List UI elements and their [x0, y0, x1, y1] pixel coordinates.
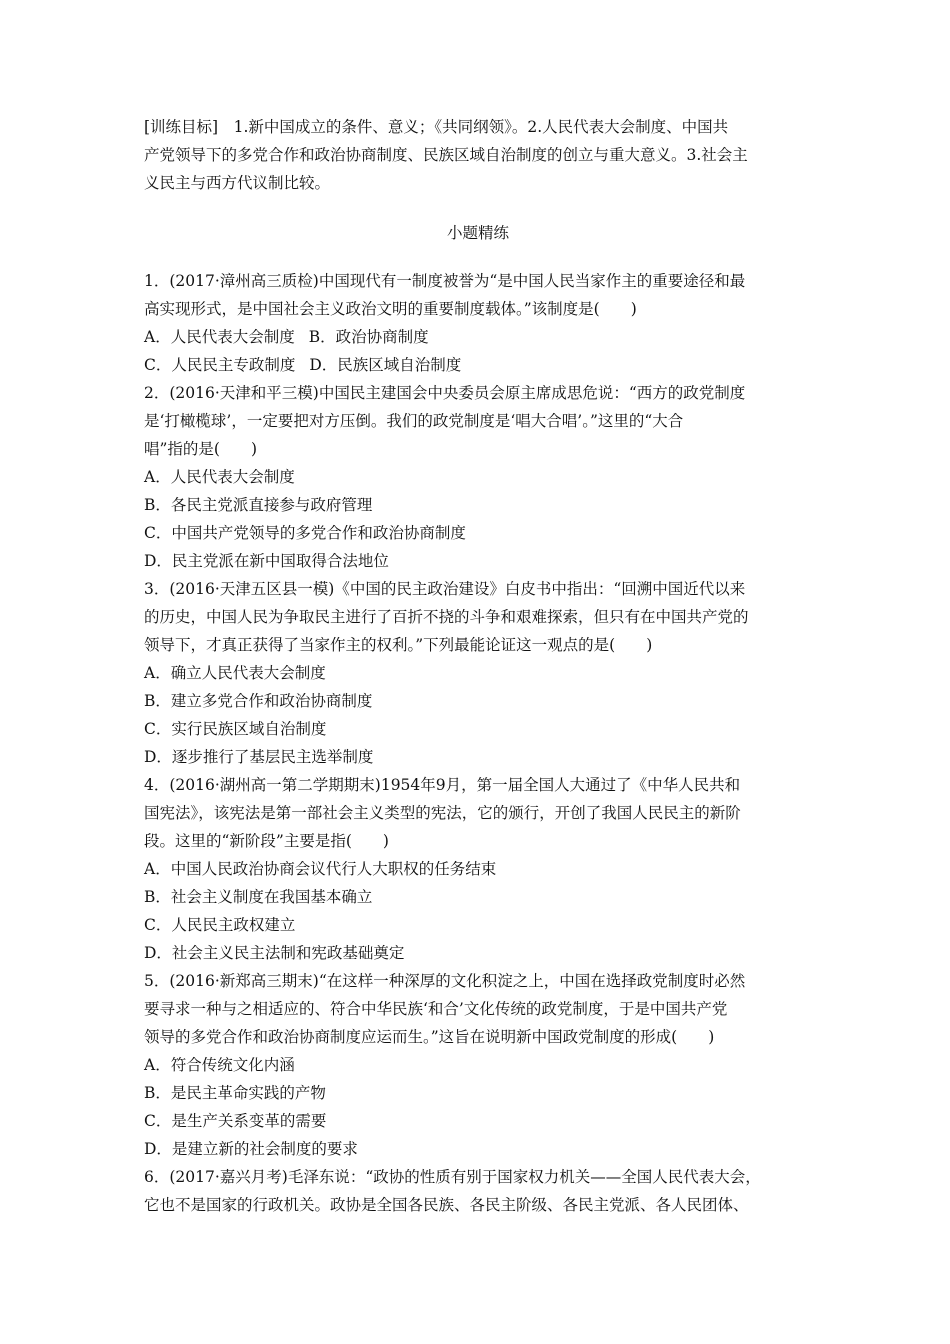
option-d: D．民族区域自治制度 — [309, 356, 462, 374]
question-stem-line: 5．(2016·新郑高三期末)“在这样一种深厚的文化积淀之上，中国在选择政党制度时必然 — [144, 972, 746, 990]
option-b: B．建立多党合作和政治协商制度 — [144, 692, 373, 710]
question-stem-line: 是‘打橄榄球’，一定要把对方压倒。我们的政党制度是‘唱大合唱’。”这里的“大合 — [144, 412, 684, 430]
question-2 — [144, 379, 812, 575]
option-row — [144, 351, 812, 379]
question-stem-line: 6．(2017·嘉兴月考)毛泽东说：“政协的性质有别于国家权力机关——全国人民代表大会， — [144, 1168, 761, 1186]
option-a: A．中国人民政治协商会议代行人大职权的任务结束 — [144, 860, 497, 878]
option-row — [144, 323, 812, 351]
question-stem-line: 2．(2016·天津和平三模)中国民主建国会中央委员会原主席成思危说：“西方的政党制度 — [144, 384, 746, 402]
option-d: D．逐步推行了基层民主选举制度 — [144, 748, 374, 766]
question-stem-line: 领导的多党合作和政治协商制度应运而生。”这旨在说明新中国政党制度的形成( ) — [144, 1028, 715, 1046]
option-b: B．社会主义制度在我国基本确立 — [144, 888, 373, 906]
question-stem-line: 国宪法》，该宪法是第一部社会主义类型的宪法，它的颁行，开创了我国人民民主的新阶 — [144, 804, 741, 822]
objectives-line: [训练目标] 1.新中国成立的条件、意义；《共同纲领》。2.人民代表大会制度、中国共 — [144, 118, 729, 136]
option-a: A．符合传统文化内涵 — [144, 1056, 295, 1074]
option-c: C．人民民主专政制度 — [144, 356, 296, 374]
option-d: D．是建立新的社会制度的要求 — [144, 1140, 358, 1158]
section-title: 小题精练 — [446, 224, 509, 242]
question-stem-line: 高实现形式，是中国社会主义政治文明的重要制度载体。”该制度是( ) — [144, 300, 637, 318]
option-b: B．是民主革命实践的产物 — [144, 1084, 326, 1102]
objectives-line: 义民主与西方代议制比较。 — [144, 174, 331, 192]
question-3 — [144, 575, 812, 771]
question-1 — [144, 267, 812, 379]
question-stem-line: 它也不是国家的行政机关。政协是全国各民族、各民主阶级、各民主党派、各人民团体、 — [144, 1196, 749, 1214]
option-d: D．民主党派在新中国取得合法地位 — [144, 552, 389, 570]
question-stem-line: 的历史，中国人民为争取民主进行了百折不挠的斗争和艰难探索，但只有在中国共产党的 — [144, 608, 749, 626]
option-c: C．实行民族区域自治制度 — [144, 720, 327, 738]
question-5 — [144, 967, 812, 1163]
question-stem-line: 领导下，才真正获得了当家作主的权利。”下列最能论证这一观点的是( ) — [144, 636, 653, 654]
option-c: C．人民民主政权建立 — [144, 916, 296, 934]
option-b: B．政治协商制度 — [308, 328, 429, 346]
question-6 — [144, 1163, 812, 1219]
option-c: C．是生产关系变革的需要 — [144, 1112, 327, 1130]
objectives-line: 产党领导下的多党合作和政治协商制度、民族区域自治制度的创立与重大意义。3.社会主 — [144, 146, 748, 164]
option-b: B．各民主党派直接参与政府管理 — [144, 496, 373, 514]
document-page — [144, 113, 812, 1219]
question-4 — [144, 771, 812, 967]
option-c: C．中国共产党领导的多党合作和政治协商制度 — [144, 524, 466, 542]
option-d: D．社会主义民主法制和宪政基础奠定 — [144, 944, 405, 962]
question-stem-line: 3．(2016·天津五区县一模)《中国的民主政治建设》白皮书中指出：“回溯中国近代以来 — [144, 580, 746, 598]
option-a: A．确立人民代表大会制度 — [144, 664, 326, 682]
option-a: A．人民代表大会制度 — [144, 468, 295, 486]
question-stem-line: 唱”指的是( ) — [144, 440, 258, 458]
training-objectives — [144, 113, 812, 197]
question-stem-line: 段。这里的“新阶段”主要是指( ) — [144, 832, 389, 850]
question-stem-line: 1．(2017·漳州高三质检)中国现代有一制度被誉为“是中国人民当家作主的重要途径和最 — [144, 272, 746, 290]
option-a: A．人民代表大会制度 — [144, 328, 295, 346]
question-stem-line: 要寻求一种与之相适应的、符合中华民族‘和合’文化传统的政党制度，于是中国共产党 — [144, 1000, 728, 1018]
question-stem-line: 4．(2016·湖州高一第二学期期末)1954年9月，第一届全国人大通过了《中华人民共和 — [144, 776, 741, 794]
